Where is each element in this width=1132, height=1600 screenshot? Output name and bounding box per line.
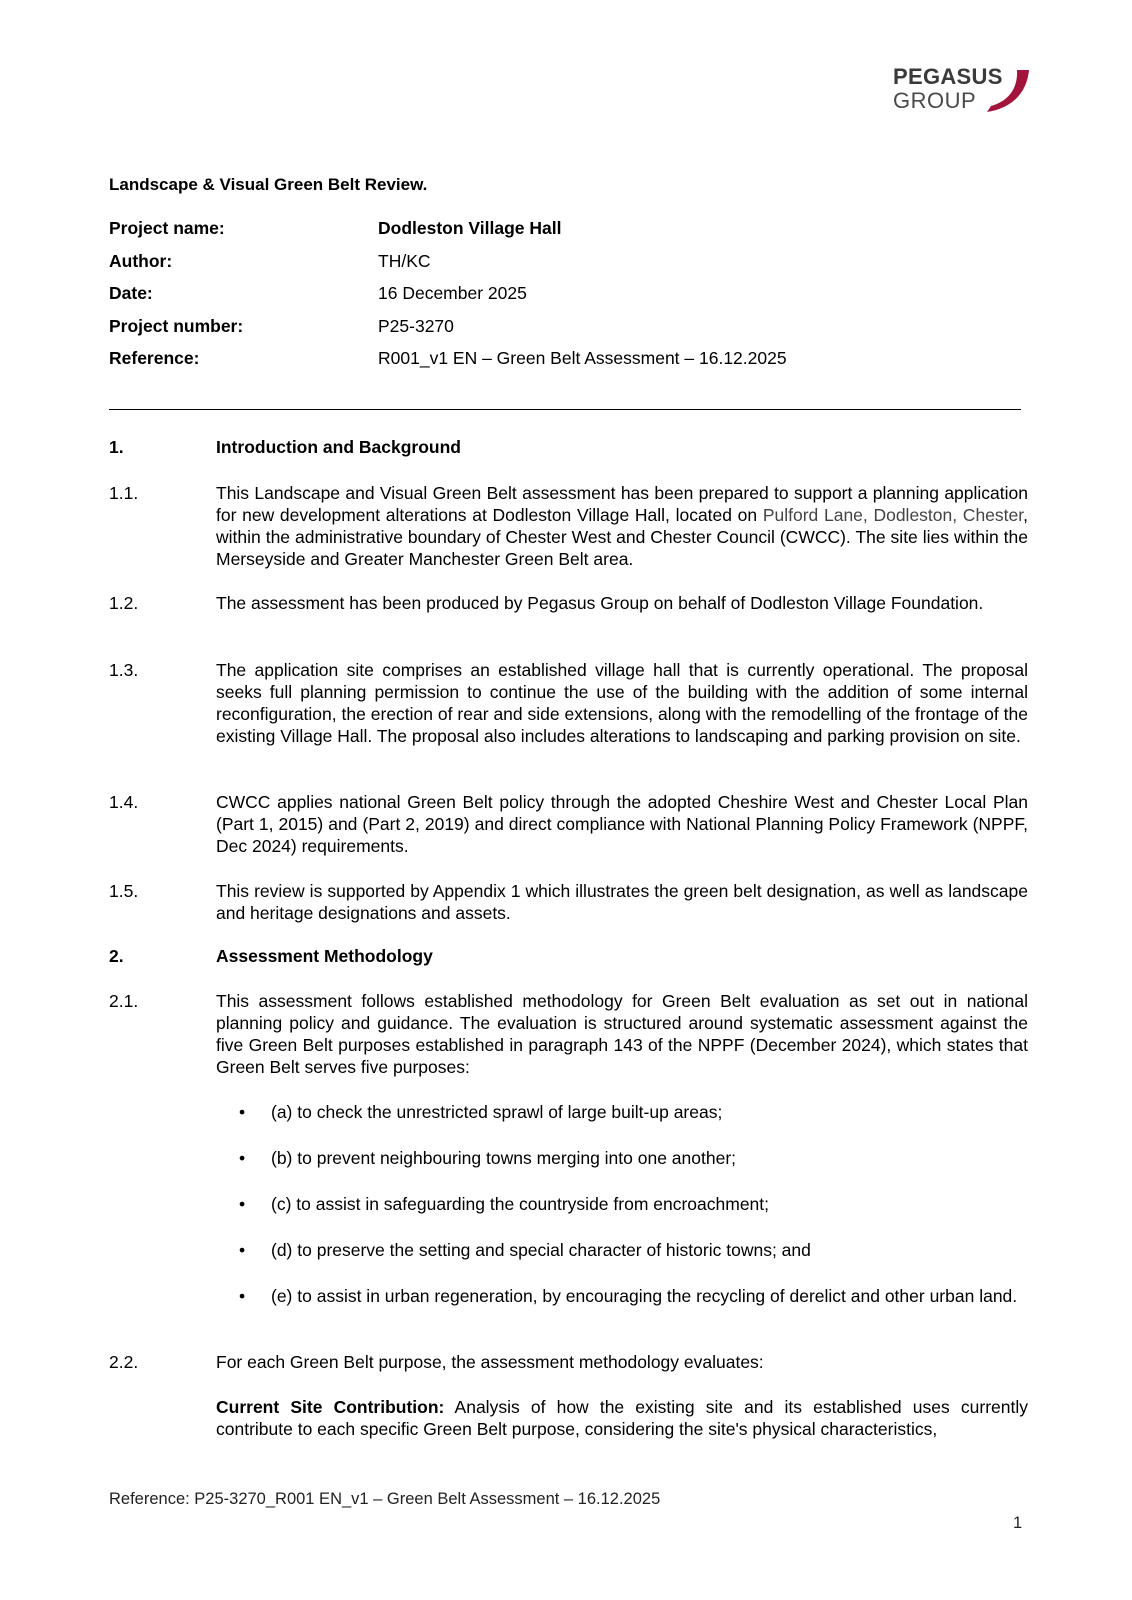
section-number: 1. — [109, 437, 124, 457]
logo-line-1: PEGASUS — [893, 64, 1003, 89]
paragraph-text: The assessment has been produced by Pegasus Group on behalf of Dodleston Village Foundation. — [216, 593, 984, 613]
paragraph-text — [216, 482, 1028, 570]
paragraph-text: This assessment follows established methodology for Green Belt evaluation as set out in national planning policy and guidance. The evaluation is structured around systematic assessment against the five Green Belt purposes established in paragraph 143 of the NPPF (December 2024), which states that Green Belt serves five purposes: — [216, 991, 1028, 1077]
meta-value: P25-3270 — [378, 316, 454, 336]
paragraph-number: 1.4. — [109, 792, 139, 812]
meta-project-name — [109, 218, 1009, 240]
paragraph-text: This review is supported by Appendix 1 which illustrates the green belt designation, as well as landscape and heritage designations and assets. — [216, 881, 1028, 923]
bullet-text: (c) to assist in safeguarding the countryside from encroachment; — [271, 1194, 770, 1214]
meta-date — [109, 283, 1009, 305]
bullet-icon: • — [239, 1194, 246, 1214]
paragraph-number: 2.1. — [109, 991, 139, 1011]
paragraph-text: CWCC applies national Green Belt policy through the adopted Cheshire West and Chester Local Plan (Part 1, 2015) and (Part 2, 2019) and direct compliance with National Planning Policy Framework (NPPF, Dec 2024) requirements. — [216, 792, 1028, 856]
paragraph-text-part: , within the administrative boundary of Chester West and Chester Council (CWCC). The site lies within the Merseyside and Greater Manchester Green Belt area. — [216, 505, 1028, 569]
header-divider — [109, 409, 1021, 410]
meta-value: 16 December 2025 — [378, 283, 527, 303]
bullet-text: (b) to prevent neighbouring towns merging into one another; — [271, 1148, 737, 1168]
paragraph-text — [216, 1396, 1028, 1440]
bullet-icon: • — [239, 1240, 246, 1260]
bullet-text: (e) to assist in urban regeneration, by encouraging the recycling of derelict and other urban land. — [271, 1286, 1018, 1306]
paragraph-number: 1.2. — [109, 593, 139, 613]
meta-value: Dodleston Village Hall — [378, 218, 562, 238]
bullet-icon: • — [239, 1102, 246, 1122]
meta-value: TH/KC — [378, 251, 431, 271]
paragraph-text: The application site comprises an established village hall that is currently operational. The proposal seeks full planning permission to continue the use of the building with the addition of some internal reconfiguration, the erection of rear and side extensions, along with the remodelling of the frontage of the existing Village Hall. The proposal also includes alterations to landscaping and parking provision on site. — [216, 660, 1028, 746]
subheading-label: Current Site Contribution: — [216, 1397, 445, 1417]
paragraph-text: For each Green Belt purpose, the assessment methodology evaluates: — [216, 1352, 764, 1372]
meta-key: Reference: — [109, 348, 200, 368]
meta-key: Project name: — [109, 218, 225, 238]
section-title: Assessment Methodology — [216, 946, 433, 966]
paragraph-number: 1.5. — [109, 881, 139, 901]
meta-project-number — [109, 316, 1009, 338]
paragraph-text-part: Analysis of how the existing site and its established uses currently contribute to each specific Green Belt purpose, considering the site's physical characteristics, — [216, 1397, 1029, 1439]
bullet-icon: • — [239, 1148, 246, 1168]
document-title: Landscape & Visual Green Belt Review. — [109, 175, 428, 194]
site-address: Pulford Lane, Dodleston, Chester — [762, 505, 1024, 525]
paragraph-number: 1.3. — [109, 660, 139, 680]
bullet-text: (a) to check the unrestricted sprawl of large built-up areas; — [271, 1102, 723, 1122]
footer-reference: Reference: P25-3270_R001 EN_v1 – Green Belt Assessment – 16.12.2025 — [109, 1490, 661, 1508]
meta-key: Project number: — [109, 316, 244, 336]
bullet-text: (d) to preserve the setting and special character of historic towns; and — [271, 1240, 811, 1260]
meta-reference — [109, 348, 1009, 370]
paragraph-number: 2.2. — [109, 1352, 139, 1372]
page-number: 1 — [1013, 1514, 1023, 1532]
meta-key: Author: — [109, 251, 173, 271]
meta-author — [109, 251, 1009, 273]
logo-line-2: GROUP — [893, 88, 977, 113]
meta-key: Date: — [109, 283, 153, 303]
section-number: 2. — [109, 946, 124, 966]
logo-swoosh-icon — [977, 68, 1033, 114]
meta-value: R001_v1 EN – Green Belt Assessment – 16.12.2025 — [378, 348, 787, 368]
paragraph-number: 1.1. — [109, 483, 139, 503]
bullet-icon: • — [239, 1286, 246, 1306]
paragraph-text-part: This Landscape and Visual Green Belt assessment has been prepared to support a planning application for new development alterations at Dodleston Village Hall, located on — [216, 483, 1028, 525]
section-title: Introduction and Background — [216, 437, 461, 457]
pegasus-group-logo — [893, 66, 1033, 114]
